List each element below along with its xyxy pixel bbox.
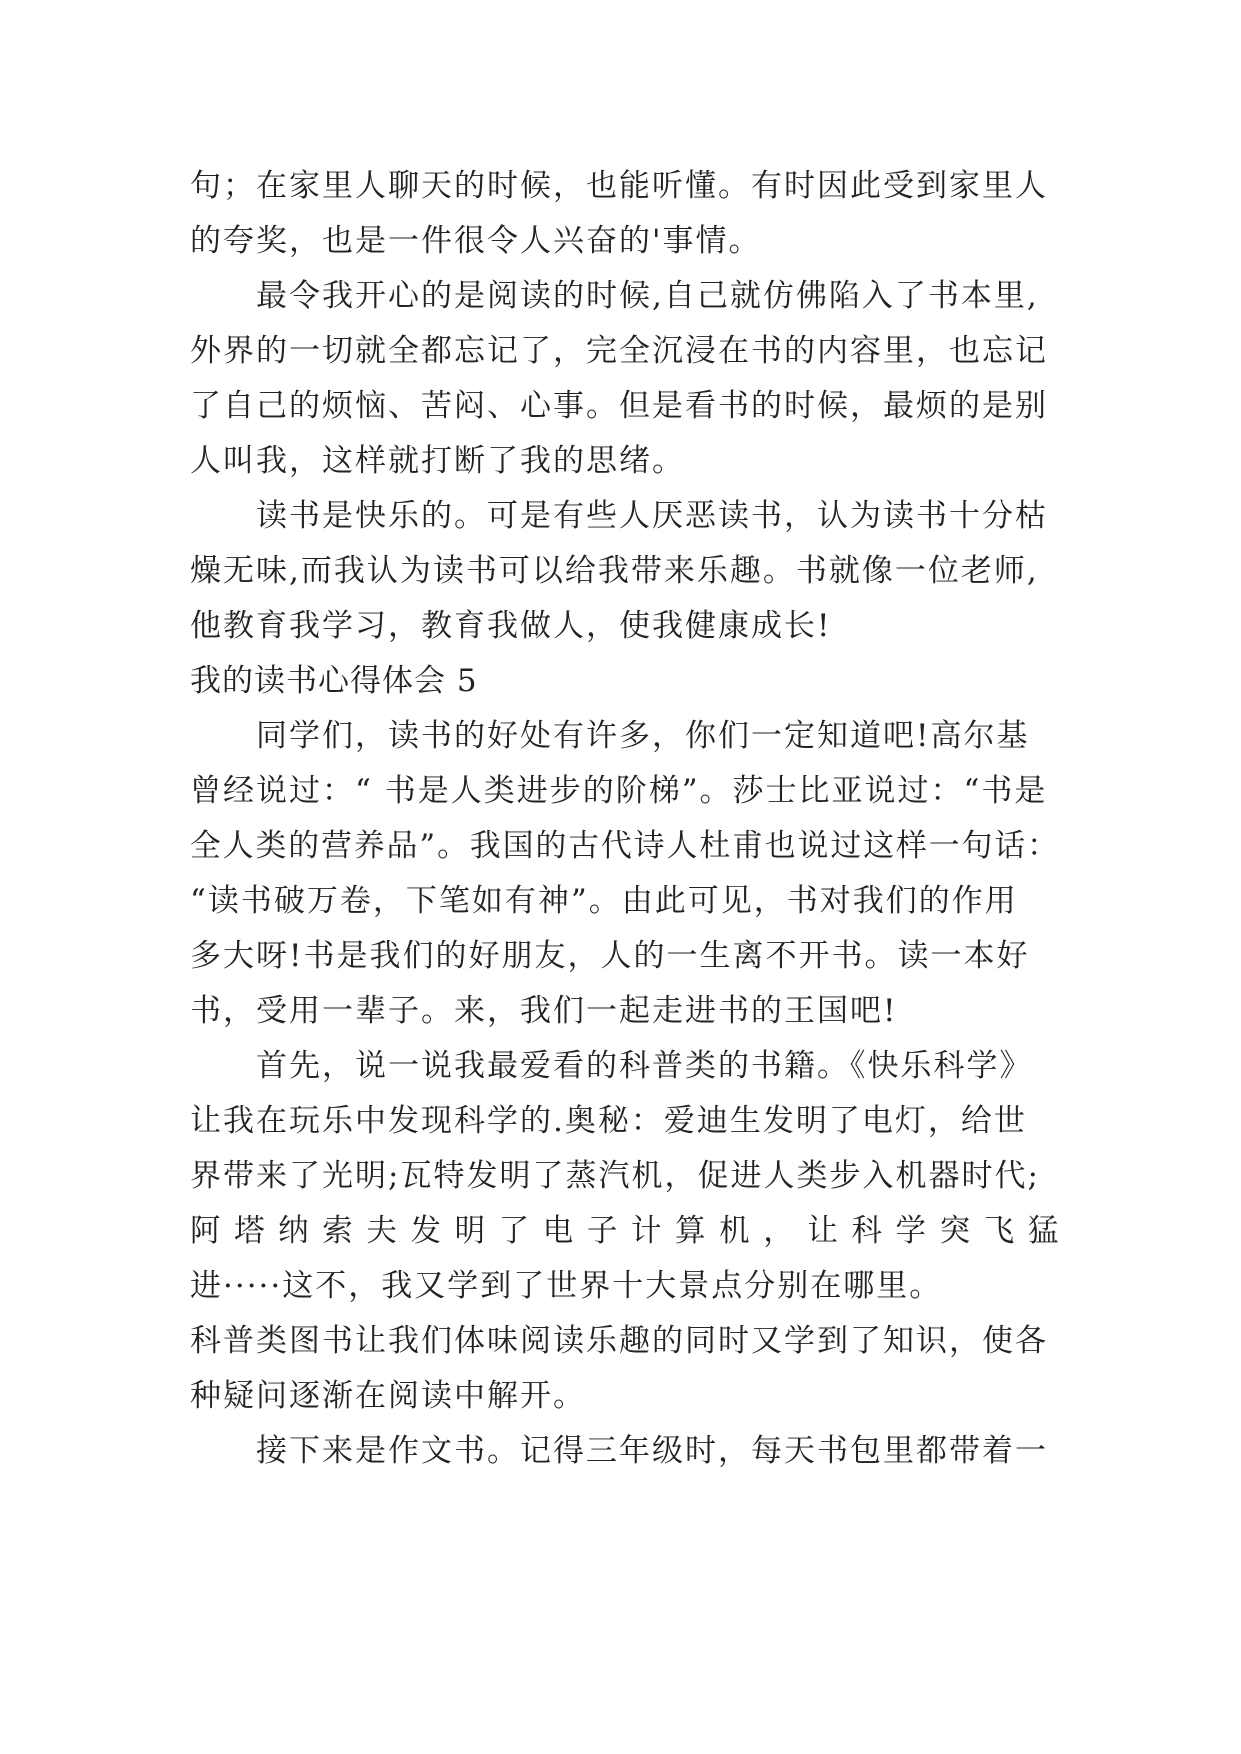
paragraph-start-line: 读书是快乐的。可是有些人厌恶读书，认为读书十分枯	[256, 498, 1048, 534]
text-line: 书，受用一辈子。来，我们一起走进书的王国吧!	[190, 993, 898, 1029]
text-line: 种疑问逐渐在阅读中解开。	[190, 1378, 586, 1414]
text-line: 科普类图书让我们体味阅读乐趣的同时又学到了知识，使各	[190, 1323, 1048, 1359]
text-line: “读书破万卷，下笔如有神”。由此可见，书对我们的作用	[190, 883, 1018, 919]
text-line: 阿 塔 纳 索 夫 发 明 了 电 子 计 算 机 ， 让 科 学 突 飞 猛	[190, 1213, 1061, 1249]
text-line: 外界的一切就全都忘记了，完全沉浸在书的内容里，也忘记	[190, 333, 1048, 369]
text-line: 了自己的烦恼、苦闷、心事。但是看书的时候，最烦的是别	[190, 388, 1048, 424]
text-line: 燥无味,而我认为读书可以给我带来乐趣。书就像一位老师,	[190, 553, 1039, 589]
text-line: 的夸奖，也是一件很令人兴奋的'事情。	[190, 223, 762, 259]
text-line: 让我在玩乐中发现科学的.奥秘：爱迪生发明了电灯，给世	[190, 1103, 1027, 1139]
text-line: 句；在家里人聊天的时候，也能听懂。有时因此受到家里人	[190, 168, 1048, 204]
text-line: 他教育我学习，教育我做人，使我健康成长!	[190, 608, 832, 644]
paragraph-start-line: 同学们，读书的好处有许多，你们一定知道吧!高尔基	[256, 718, 1030, 754]
text-line: 人叫我，这样就打断了我的思绪。	[190, 443, 685, 479]
text-line: 多大呀!书是我们的好朋友，人的一生离不开书。读一本好	[190, 938, 1030, 974]
paragraph-start-line: 最令我开心的是阅读的时候,自己就仿佛陷入了书本里,	[256, 278, 1039, 314]
paragraph-start-line: 接下来是作文书。记得三年级时，每天书包里都带着一	[256, 1433, 1048, 1469]
text-line: 曾经说过：“ 书是人类进步的阶梯”。莎士比亚说过：“书是	[190, 773, 1048, 809]
text-line: 界带来了光明;瓦特发明了蒸汽机，促进人类步入机器时代;	[190, 1158, 1040, 1194]
section-heading: 我的读书心得体会 5	[190, 663, 478, 699]
text-line: 进·····这不，我又学到了世界十大景点分别在哪里。	[190, 1268, 943, 1304]
text-line: 全人类的营养品”。我国的古代诗人杜甫也说过这样一句话：	[190, 828, 1060, 864]
paragraph-start-line: 首先，说一说我最爱看的科普类的书籍。《快乐科学》	[256, 1048, 1033, 1084]
